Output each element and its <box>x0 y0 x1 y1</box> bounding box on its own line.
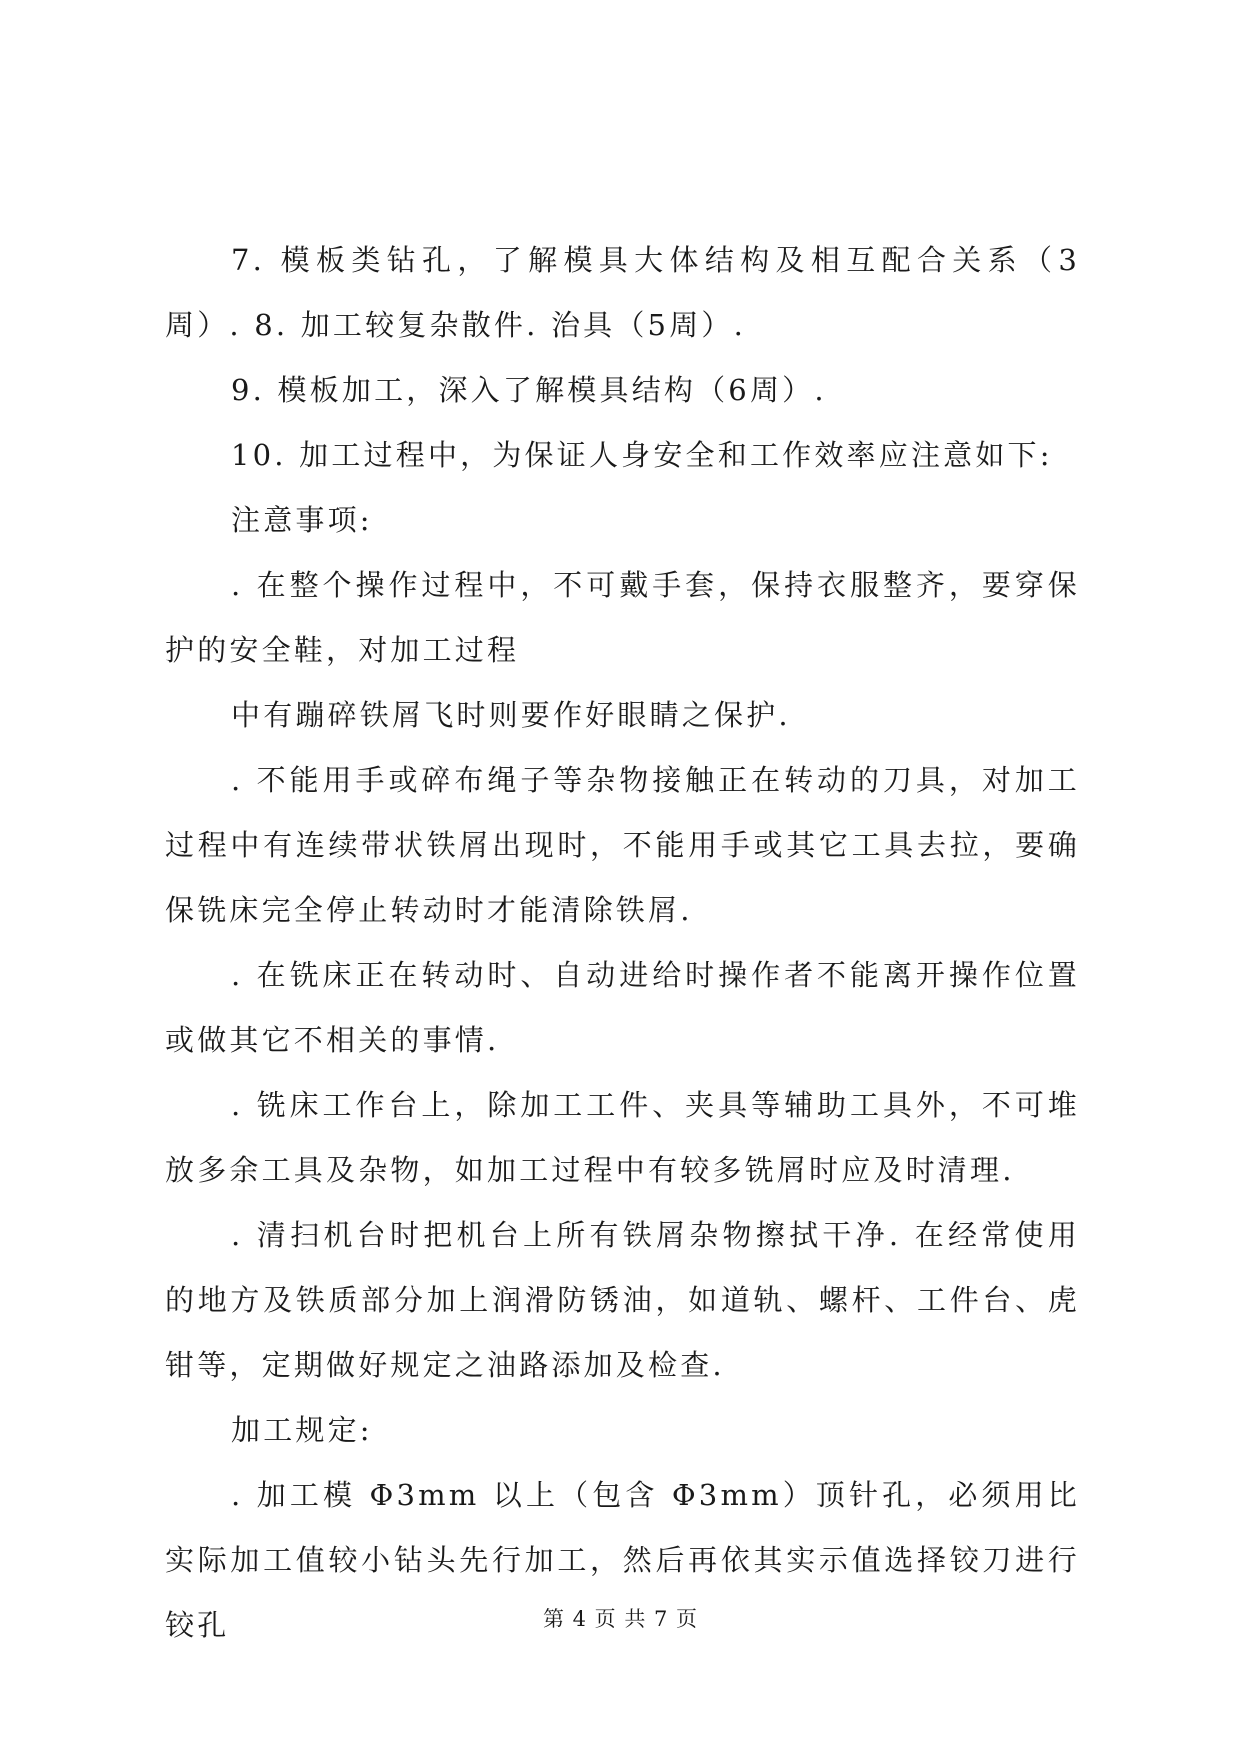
paragraph-5: . 在整个操作过程中，不可戴手套，保持衣服整齐，要穿保护的安全鞋，对加工过程 <box>165 568 1080 667</box>
paragraph-2: 9. 模板加工，深入了解模具结构（6周）. <box>231 373 827 407</box>
document-body <box>165 228 1080 1658</box>
paragraph-9: . 铣床工作台上，除加工工件、夹具等辅助工具外，不可堆放多余工具及杂物，如加工过程中有较多铣屑时应及时清理. <box>165 1088 1080 1187</box>
paragraph-10: . 清扫机台时把机台上所有铁屑杂物擦拭干净. 在经常使用的地方及铁质部分加上润滑防锈油，如道轨、螺杆、工件台、虎钳等，定期做好规定之油路添加及检查. <box>165 1218 1080 1382</box>
paragraph-8: . 在铣床正在转动时、自动进给时操作者不能离开操作位置或做其它不相关的事情. <box>165 958 1080 1057</box>
section-heading-notes: 注意事项: <box>231 503 373 537</box>
page-number-footer: 第 4 页 共 7 页 <box>542 1607 699 1631</box>
paragraph-7: . 不能用手或碎布绳子等杂物接触正在转动的刀具，对加工过程中有连续带状铁屑出现时，不能用手或其它工具去拉，要确保铣床完全停止转动时才能清除铁屑. <box>165 763 1080 927</box>
paragraph-12: . 加工模 Φ3mm 以上（包含 Φ3mm）顶针孔，必须用比实际加工值较小钻头先行加工，然后再依其实示值选择铰刀进行铰孔 <box>165 1478 1080 1642</box>
section-heading-rules: 加工规定: <box>231 1413 373 1447</box>
paragraph-6: 中有蹦碎铁屑飞时则要作好眼睛之保护. <box>231 698 791 732</box>
paragraph-1: 7. 模板类钻孔，了解模具大体结构及相互配合关系（3周）. 8. 加工较复杂散件. 治具（5周）. <box>165 243 1080 342</box>
paragraph-3: 10. 加工过程中，为保证人身安全和工作效率应注意如下: <box>231 438 1053 472</box>
